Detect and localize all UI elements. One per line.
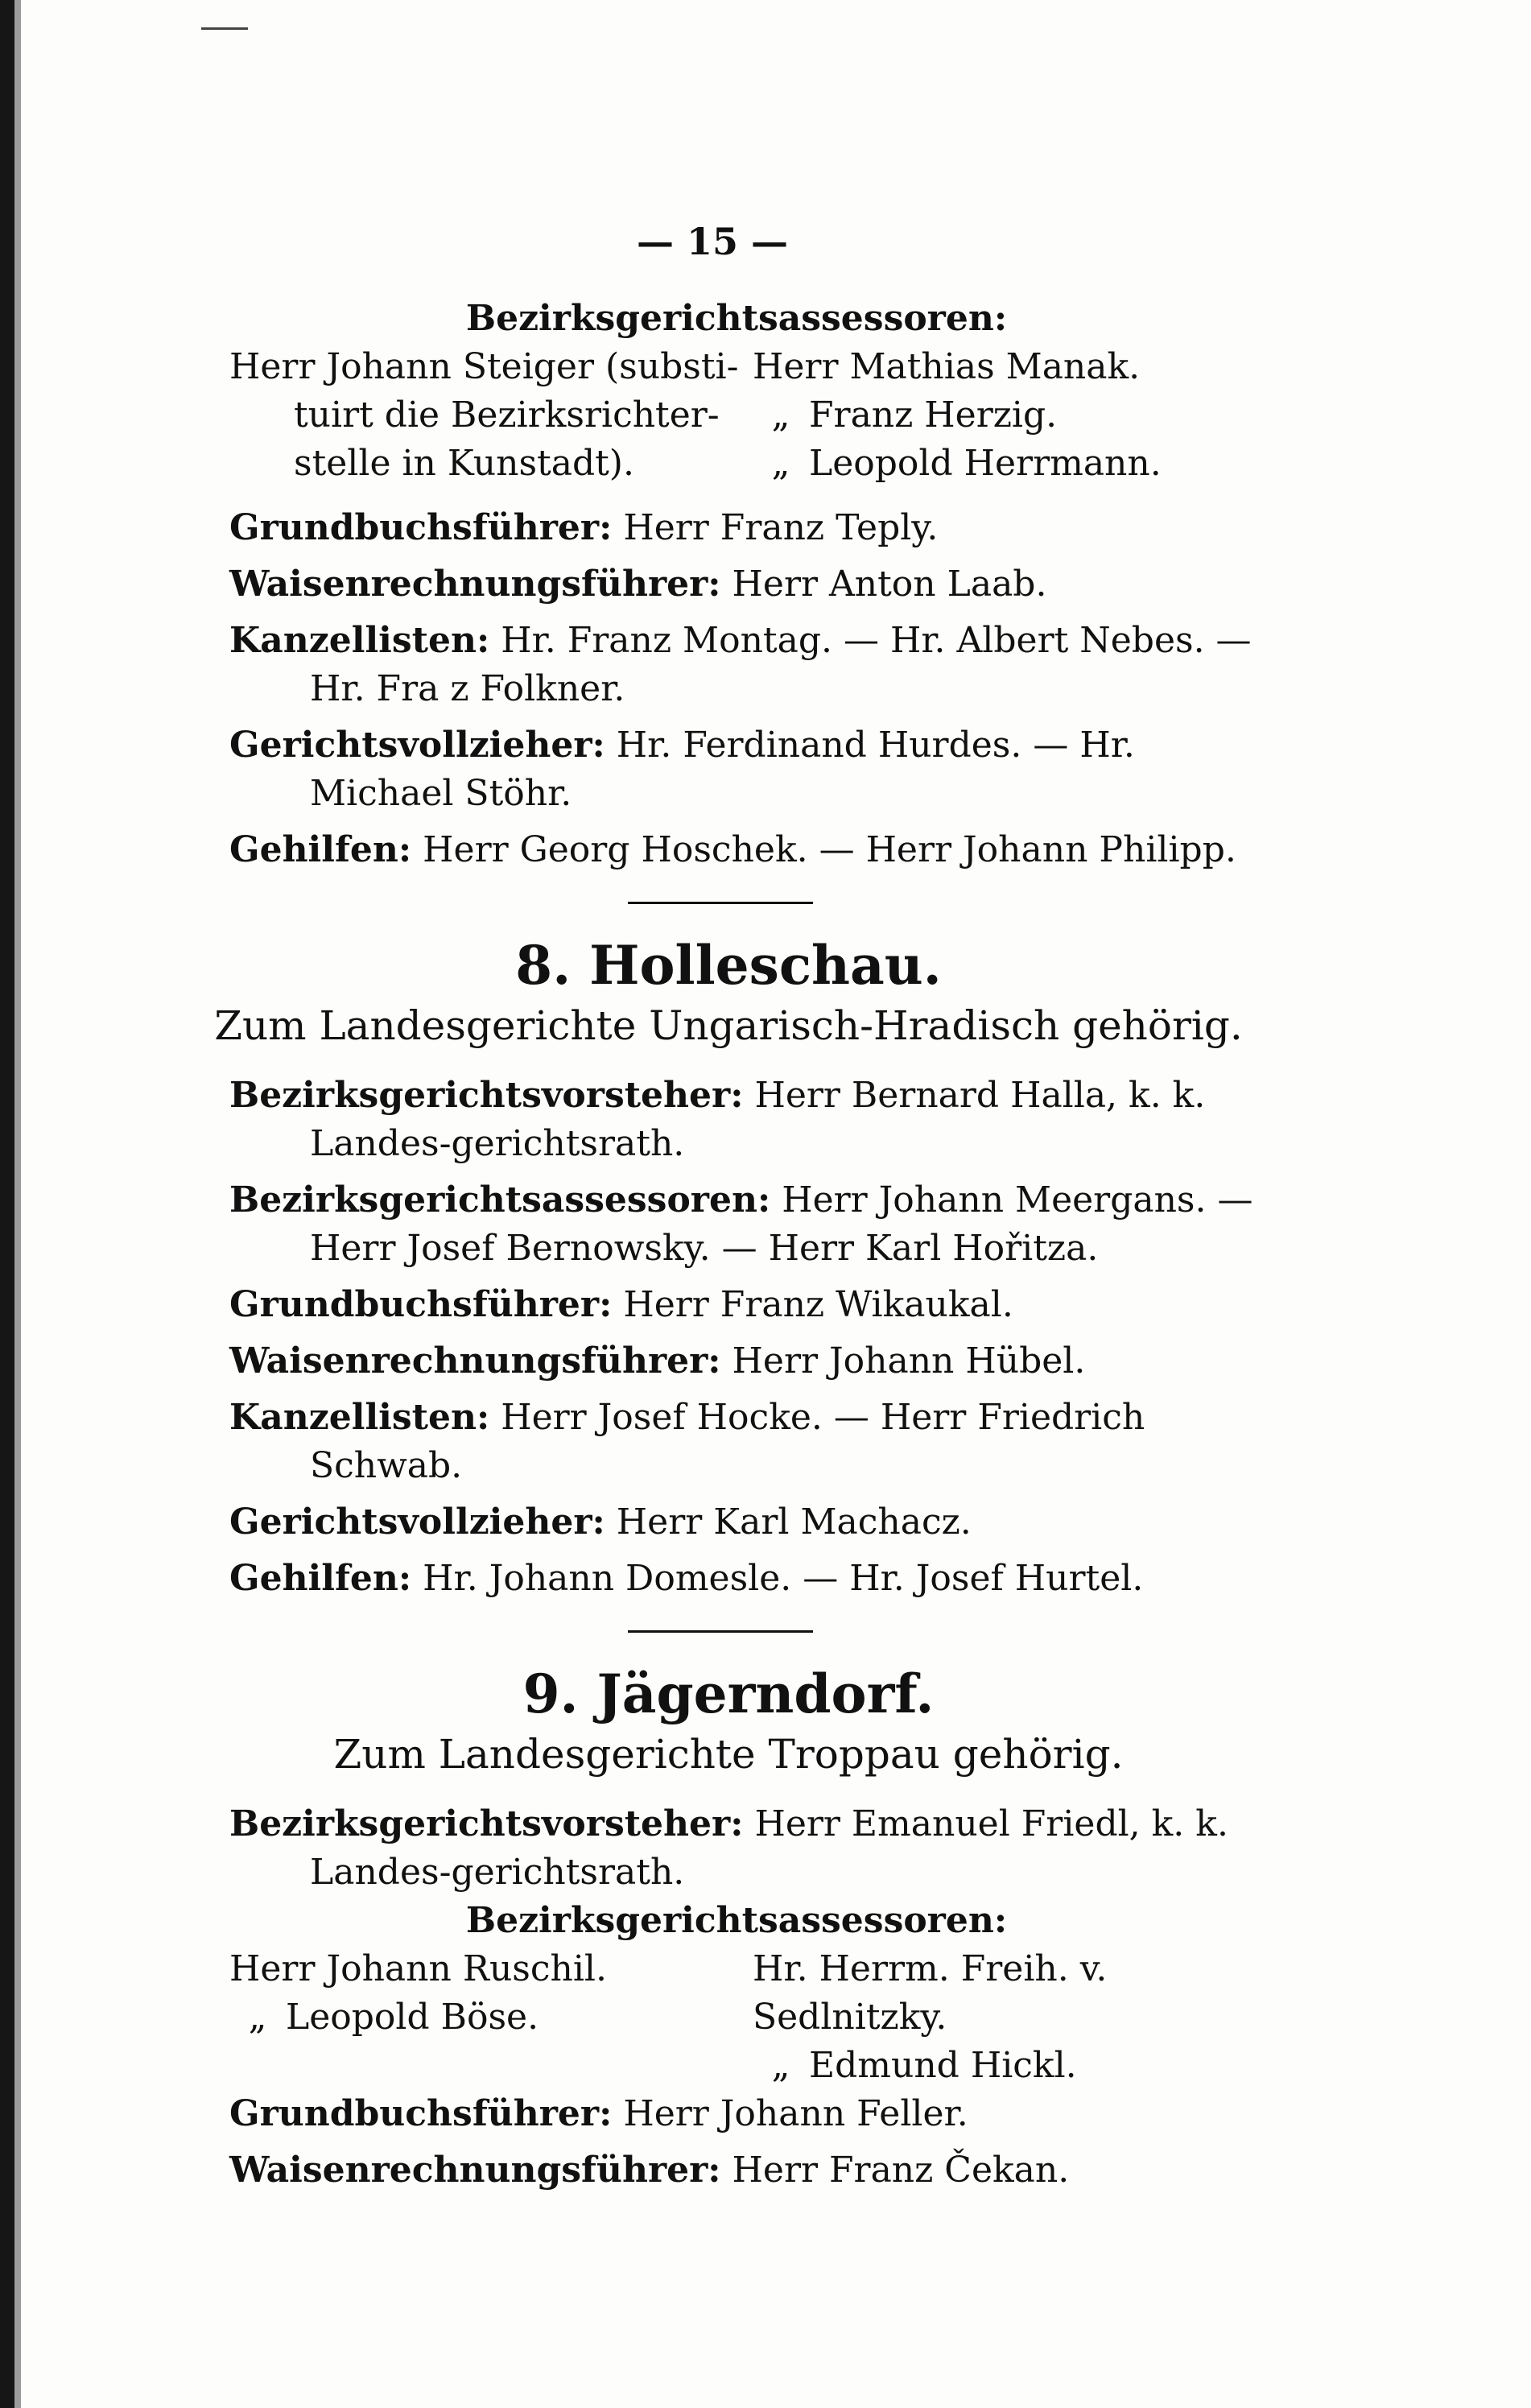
assessor-line: „ Leopold Herrmann.: [753, 440, 1276, 488]
assessor-line: „ Leopold Böse.: [229, 1993, 753, 2042]
vollzieher-entry: Gerichtsvollzieher: Herr Karl Machacz.: [229, 1501, 972, 1543]
kanzellisten-entry: Kanzellisten: Hr. Franz Montag. — Hr. Albert Nebes. — Hr. Fra z Folkner.: [229, 620, 1252, 709]
vorsteher-entry: Bezirksgerichtsvorsteher: Herr Bernard Halla, k. k. Landes-gerichtsrath.: [229, 1075, 1206, 1164]
ditto-mark: „: [771, 394, 790, 436]
vorsteher-entry: Bezirksgerichtsvorsteher: Herr Emanuel Friedl, k. k. Landes-gerichtsrath.: [229, 1803, 1228, 1893]
assessors-left-column: [229, 1945, 753, 2090]
gehilfen-entry: Gehilfen: Herr Georg Hoschek. — Herr Johann Philipp.: [229, 829, 1236, 870]
assessors-right-column: [753, 1945, 1276, 2090]
section-divider: [628, 902, 813, 904]
assessors-heading: Bezirksgerichtsassessoren:: [465, 298, 1008, 339]
ditto-mark: „: [771, 443, 790, 484]
assessors-left-column: [229, 343, 753, 488]
assessoren-entry: Bezirksgerichtsassessoren: Herr Johann Meergans. — Herr Josef Bernowsky. — Herr Karl Hořitza.: [229, 1179, 1253, 1269]
page-number: — 15 —: [636, 220, 789, 263]
book-binding-edge: [0, 0, 14, 2408]
gehilfen-entry: Gehilfen: Hr. Johann Domesle. — Hr. Josef Hurtel.: [229, 1558, 1144, 1599]
vollzieher-entry: Gerichtsvollzieher: Hr. Ferdinand Hurdes. — Hr. Michael Stöhr.: [229, 725, 1135, 814]
assessor-line: Herr Johann Ruschil.: [229, 1948, 607, 1989]
section-title: 9. Jägerndorf.: [522, 1662, 935, 1725]
assessor-line: stelle in Kunstadt).: [294, 443, 634, 484]
assessors-right-column: [753, 343, 1276, 488]
top-margin-rule: [201, 27, 248, 30]
grundbuch-entry: Grundbuchsführer: Herr Franz Teply.: [229, 507, 939, 548]
waisen-entry: Waisenrechnungsführer: Herr Johann Hübel.: [229, 1340, 1086, 1382]
assessor-line: tuirt die Bezirksrichter-: [294, 394, 720, 436]
section-subtitle: Zum Landesgerichte Troppau gehörig.: [333, 1731, 1124, 1778]
grundbuch-entry: Grundbuchsführer: Herr Franz Wikaukal.: [229, 1284, 1013, 1325]
waisen-entry: Waisenrechnungsführer: Herr Franz Čekan.: [229, 2150, 1070, 2191]
section-divider: [628, 1630, 813, 1633]
assessors-table: [229, 343, 1276, 488]
assessor-line: Herr Mathias Manak.: [753, 346, 1141, 387]
assessor-line: Hr. Herrm. Freih. v. Sedlnitzky.: [753, 1948, 1108, 2038]
ditto-mark: „: [771, 2045, 790, 2086]
book-binding-strip: [14, 0, 21, 2408]
assessors-heading: Bezirksgerichtsassessoren:: [465, 1900, 1008, 1941]
assessors-table: [229, 1945, 1276, 2090]
section-title: 8. Holleschau.: [515, 934, 942, 997]
assessor-line: Herr Johann Steiger (substi-: [229, 346, 739, 387]
kanzellisten-entry: Kanzellisten: Herr Josef Hocke. — Herr Friedrich Schwab.: [229, 1397, 1145, 1486]
ditto-mark: „: [248, 1997, 267, 2038]
assessor-line: „ Franz Herzig.: [753, 391, 1276, 440]
grundbuch-entry: Grundbuchsführer: Herr Johann Feller.: [229, 2093, 968, 2134]
section-subtitle: Zum Landesgerichte Ungarisch-Hradisch gehörig.: [214, 1002, 1243, 1049]
waisen-entry: Waisenrechnungsführer: Herr Anton Laab.: [229, 564, 1047, 605]
page-content: [214, 217, 1276, 2195]
assessor-line: „ Edmund Hickl.: [753, 2042, 1276, 2090]
